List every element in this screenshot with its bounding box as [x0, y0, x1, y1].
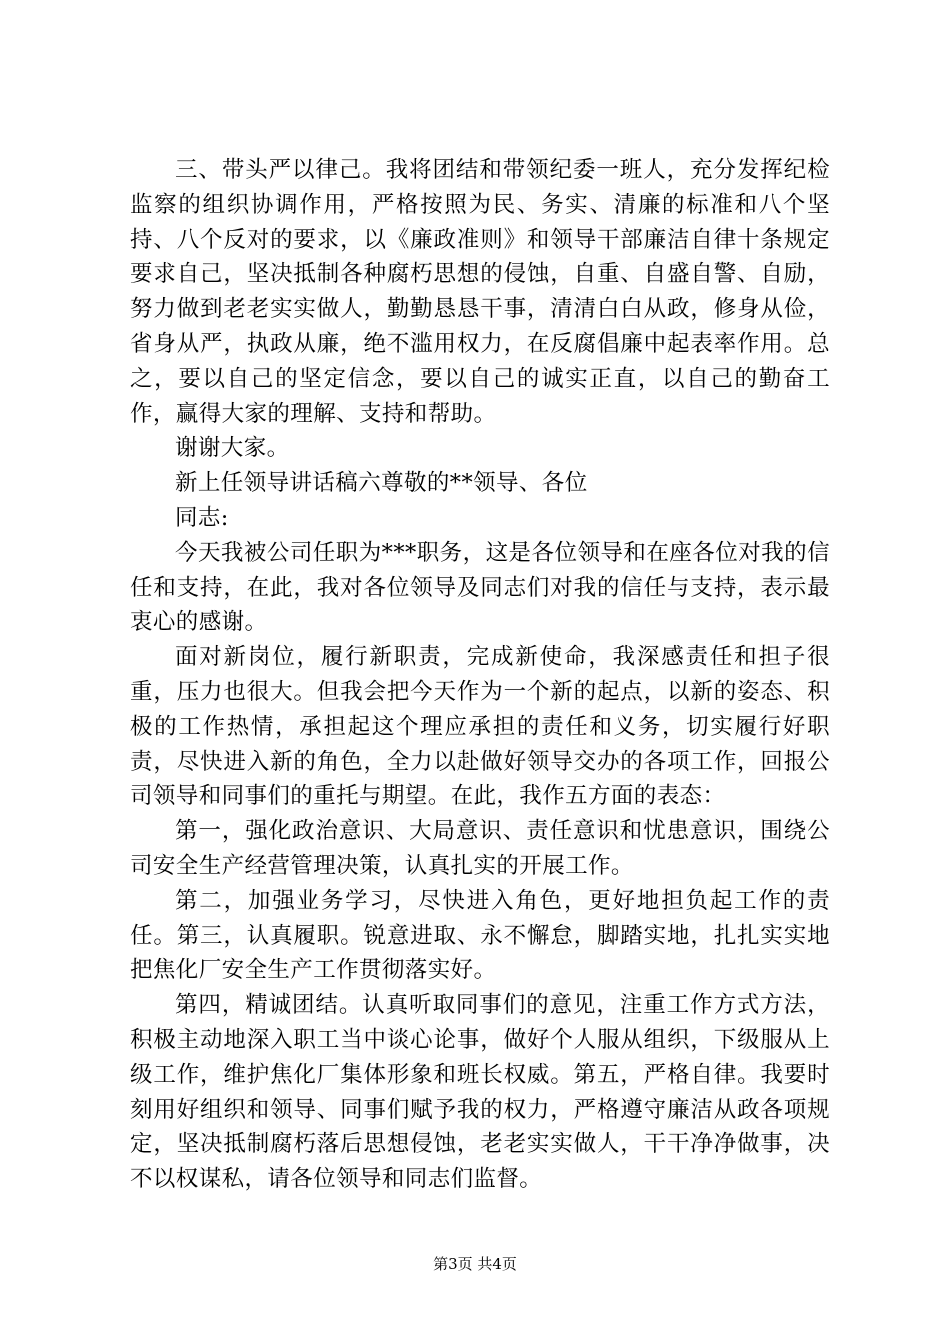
- paragraph-first-point: 第一，强化政治意识、大局意识、责任意识和忧患意识，围绕公司安全生产经营管理决策，认真扎实的开展工作。: [130, 818, 830, 879]
- paragraph-discipline: 三、带头严以律己。我将团结和带领纪委一班人，充分发挥纪检监察的组织协调作用，严格按照为民、务实、清廉的标准和八个坚持、八个反对的要求，以《廉政准则》和领导干部廉洁自律十条规定要求自己，坚决抵制各种腐朽思想的侵蚀，自重、自盛自警、自励，努力做到老老实实做人，勤勤恳恳干事，清清白白从政，修身从俭，省身从严，执政从廉，绝不滥用权力，在反腐倡廉中起表率作用。总之，要以自己的坚定信念，要以自己的诚实正直，以自己的勤奋工作，赢得大家的理解、支持和帮助。: [130, 157, 830, 427]
- paragraph-appointment: 今天我被公司任职为***职务，这是各位领导和在座各位对我的信任和支持，在此，我对各位领导及同志们对我的信任与支持，表示最衷心的感谢。: [130, 539, 830, 636]
- paragraph-thanks: 谢谢大家。: [175, 435, 290, 462]
- paragraph-fourth-fifth-point: 第四，精诚团结。认真听取同事们的意见，注重工作方式方法，积极主动地深入职工当中谈心论事，做好个人服从组织，下级服从上级工作，维护焦化厂集体形象和班长权威。第五，严格自律。我要时刻用好组织和领导、同事们赋予我的权力，严格遵守廉洁从政各项规定，坚决抵制腐朽落后思想侵蚀，老老实实做人，干干净净做事，决不以权谋私，请各位领导和同志们监督。: [130, 992, 830, 1193]
- paragraph-speech-title: 新上任领导讲话稿六尊敬的**领导、各位: [175, 470, 588, 497]
- paragraph-new-post: 面对新岗位，履行新职责，完成新使命，我深感责任和担子很重，压力也很大。但我会把今天作为一个新的起点，以新的姿态、积极的工作热情，承担起这个理应承担的责任和义务，切实履行好职责，尽快进入新的角色，全力以赴做好领导交办的各项工作，回报公司领导和同事们的重托与期望。在此，我作五方面的表态：: [130, 644, 830, 810]
- paragraph-second-third-point: 第二，加强业务学习，尽快进入角色，更好地担负起工作的责任。第三，认真履职。锐意进取、永不懈怠，脚踏实地，扎扎实实地把焦化厂安全生产工作贯彻落实好。: [130, 887, 830, 984]
- page-number-footer: 第3页 共4页: [433, 1255, 517, 1273]
- paragraph-salutation: 同志:: [175, 504, 229, 531]
- document-body: [130, 153, 830, 1197]
